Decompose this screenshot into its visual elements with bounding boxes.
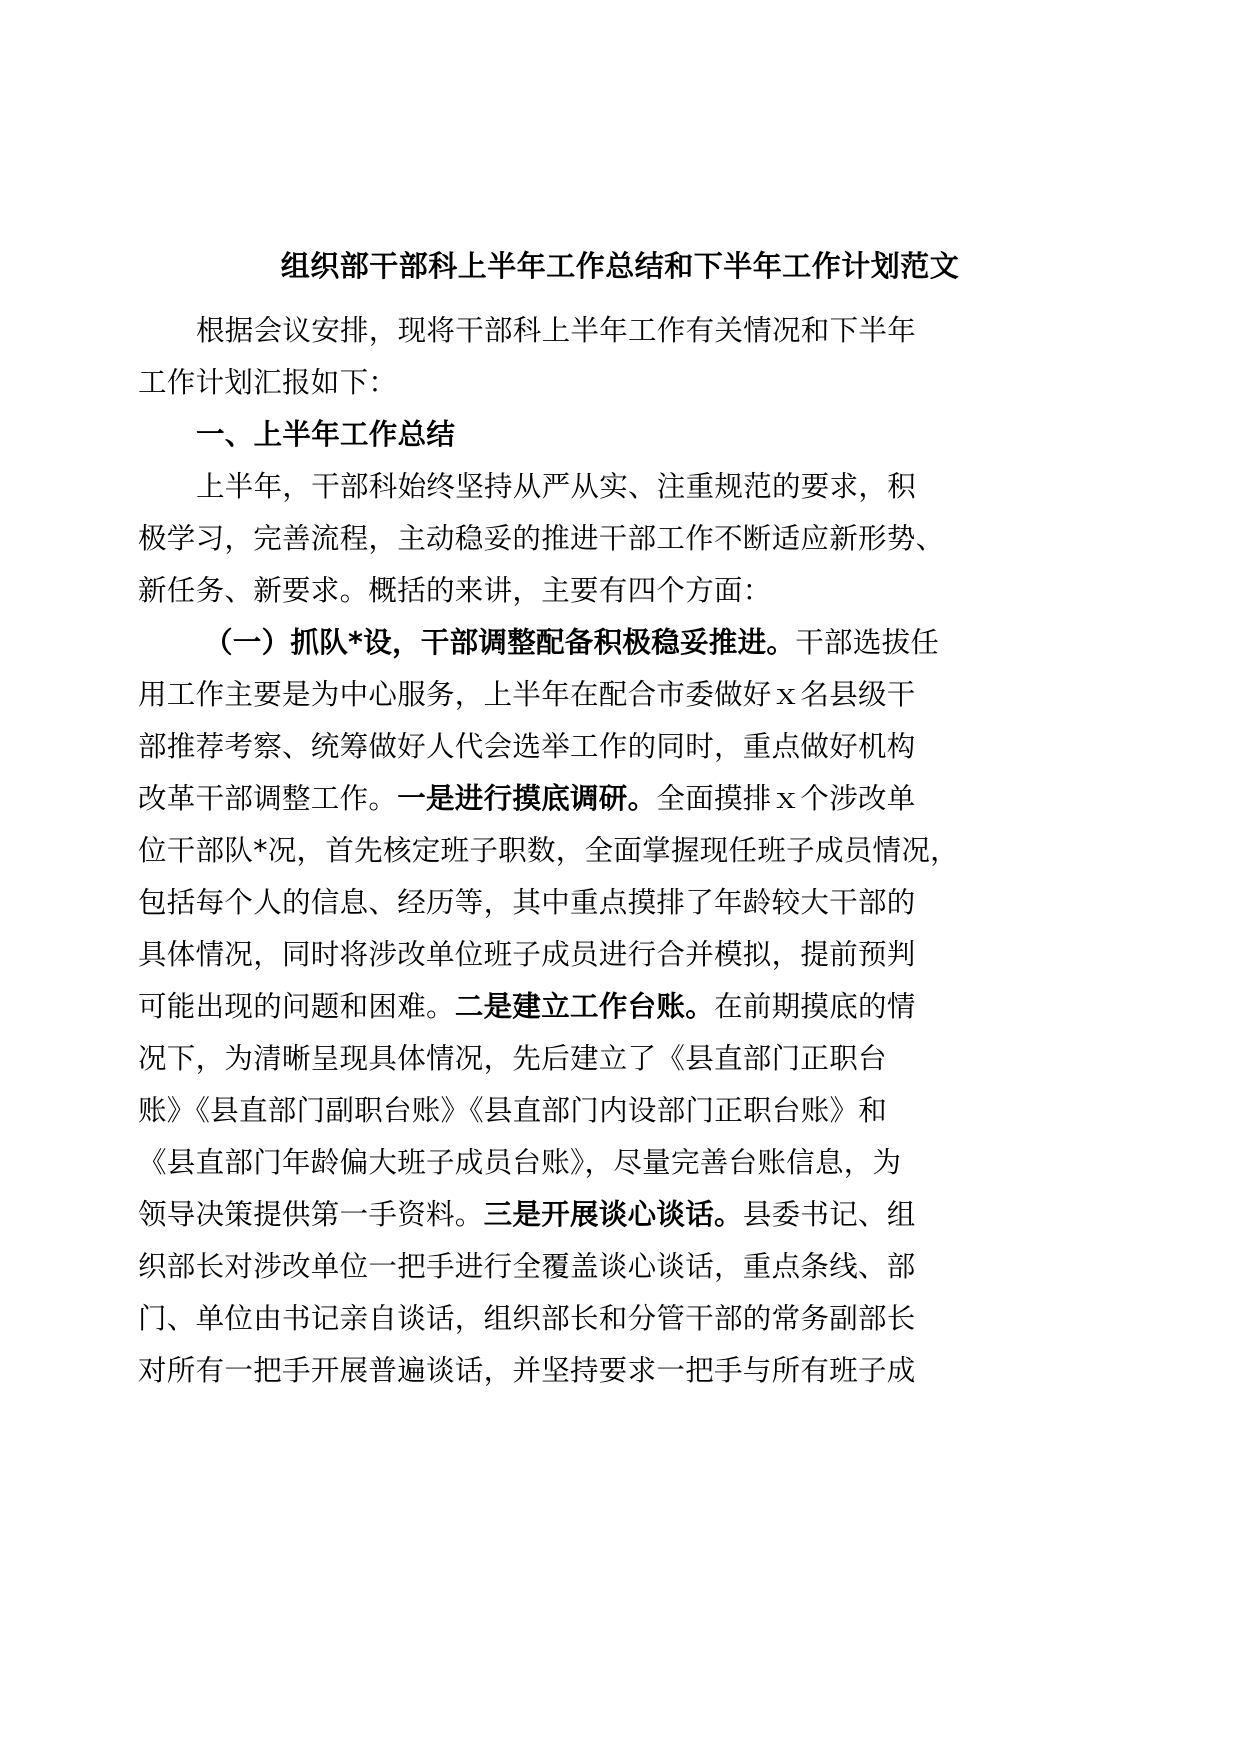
point-heading-1: 一是进行摸底调研。: [397, 782, 657, 815]
text-run: 改革干部调整工作。: [138, 782, 398, 815]
text-run: 织部长对涉改单位一把手进行全覆盖谈心谈话，重点条线、部: [138, 1250, 916, 1283]
text-run: 况下，为清晰呈现具体情况，先后建立了《县直部门正职台: [138, 1042, 887, 1075]
text-run: 在前期摸底的情: [714, 990, 916, 1023]
paragraph-intro-line-2: [138, 357, 950, 409]
text-run: 《县直部门年龄偏大班子成员台账》，尽量完善台账信息，为: [138, 1146, 902, 1179]
subsection-heading-1: [138, 617, 950, 669]
text-run: 部推荐考察、统筹做好人代会选举工作的同时，重点做好机构: [138, 730, 916, 763]
paragraph-line: [138, 1033, 950, 1085]
paragraph-intro-line-1: [138, 305, 950, 357]
text-run: 上半年，干部科始终坚持从严从实、注重规范的要求，积: [196, 470, 917, 503]
document-body: [138, 305, 959, 1397]
subheading-text: （一）抓队*设，干部调整配备积极稳妥推进。: [204, 626, 796, 659]
text-run: 县委书记、组: [742, 1198, 916, 1231]
text-run: 可能出现的问题和困难。: [138, 990, 455, 1023]
text-run: 账》《县直部门副职台账》《县直部门内设部门正职台账》和: [138, 1094, 888, 1127]
text-run: 用工作主要是为中心服务，上半年在配合市委做好ｘ名县级干: [138, 678, 916, 711]
paragraph-line: [138, 1241, 950, 1293]
text-run: 全面摸排ｘ个涉改单: [656, 782, 916, 815]
paragraph-line: [138, 877, 950, 929]
paragraph-line: [138, 669, 950, 721]
text-run: 工作计划汇报如下：: [138, 366, 398, 399]
text-run: 领导决策提供第一手资料。: [138, 1198, 484, 1231]
point-heading-3: 三是开展谈心谈话。: [483, 1198, 743, 1231]
text-run: 新任务、新要求。概括的来讲，主要有四个方面：: [138, 574, 772, 607]
text-run: 极学习，完善流程，主动稳妥的推进干部工作不断适应新形势、: [138, 522, 945, 555]
paragraph-line: [138, 825, 959, 877]
text-run: 对所有一把手开展普遍谈话，并坚持要求一把手与所有班子成: [138, 1354, 916, 1387]
text-run: 干部选拔任: [795, 626, 940, 659]
paragraph-line: [138, 721, 950, 773]
paragraph-summary-line-1: [138, 461, 950, 513]
paragraph-line: [138, 1345, 950, 1397]
text-run: 具体情况，同时将涉改单位班子成员进行合并模拟，提前预判: [138, 938, 916, 971]
paragraph-line: [138, 1137, 950, 1189]
paragraph-line: [138, 773, 950, 825]
paragraph-summary-line-3: [138, 565, 950, 617]
text-run: 位干部队*况，首先核定班子职数，全面掌握现任班子成员情况，: [138, 834, 959, 867]
heading-text: 一、上半年工作总结: [196, 418, 456, 451]
paragraph-line: [138, 929, 950, 981]
paragraph-line: [138, 1293, 950, 1345]
text-run: 门、单位由书记亲自谈话，组织部长和分管干部的常务副部长: [138, 1302, 916, 1335]
text-run: 包括每个人的信息、经历等，其中重点摸排了年龄较大干部的: [138, 886, 916, 919]
section-heading-1: [138, 409, 950, 461]
paragraph-line: [138, 981, 950, 1033]
document-title: 组织部干部科上半年工作总结和下半年工作计划范文: [280, 249, 960, 283]
paragraph-summary-line-2: [138, 513, 950, 565]
text-run: 根据会议安排，现将干部科上半年工作有关情况和下半年: [196, 314, 917, 347]
paragraph-line: [138, 1085, 950, 1137]
paragraph-line: [138, 1189, 950, 1241]
point-heading-2: 二是建立工作台账。: [454, 990, 715, 1023]
